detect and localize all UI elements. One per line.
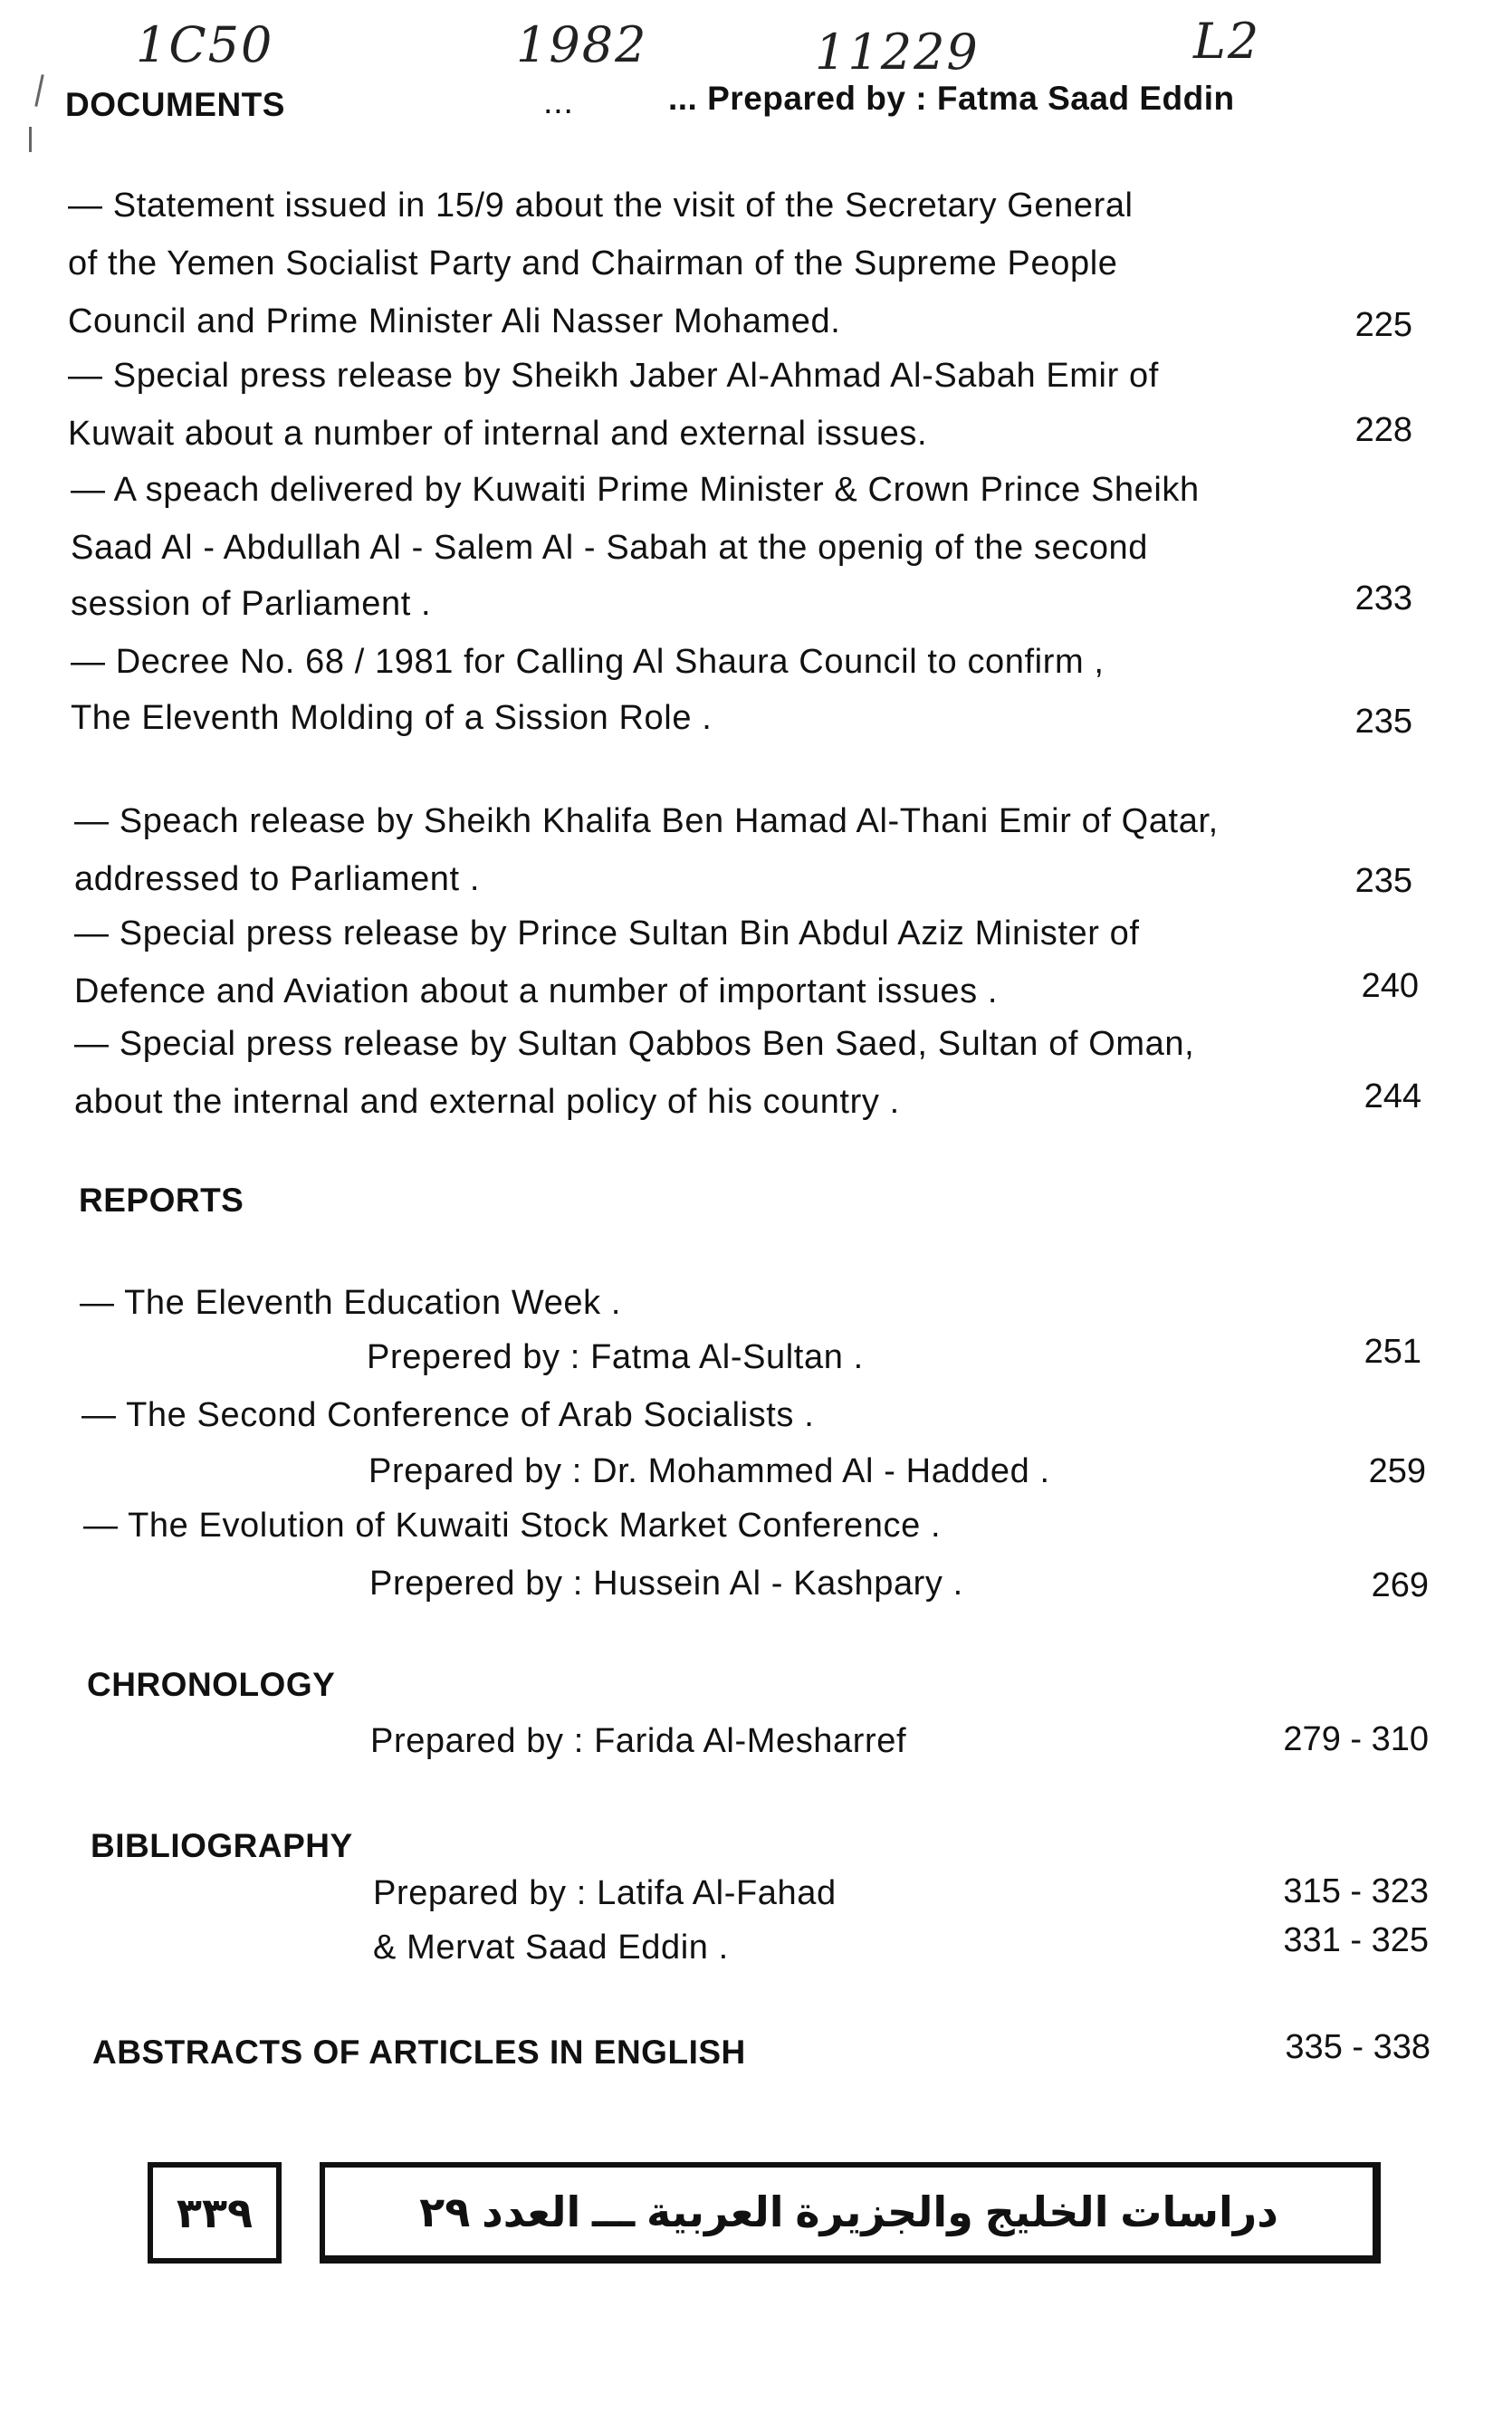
page-number: 225 (1354, 306, 1412, 344)
entry-line: about the internal and external policy of his country . (74, 1083, 900, 1121)
page-number: 251 (1364, 1333, 1421, 1371)
entry-line: Saad Al - Abdullah Al - Salem Al - Sabah at the openig of the second (71, 529, 1149, 567)
entry-line: — Statement issued in 15/9 about the visit of the Secretary General (68, 187, 1134, 225)
page-number-box (148, 2162, 282, 2264)
page-number: 244 (1364, 1077, 1421, 1115)
entry-line: — Decree No. 68 / 1981 for Calling Al Shaura Council to confirm , (71, 643, 1105, 681)
handwritten-note: 11229 (815, 24, 980, 81)
report-title: — The Second Conference of Arab Socialists . (81, 1396, 815, 1434)
report-title: — The Eleventh Education Week . (80, 1284, 622, 1322)
margin-mark (34, 74, 43, 107)
handwritten-note: 1982 (516, 16, 648, 73)
entry-line: — Special press release by Prince Sultan Bin Abdul Aziz Minister of (74, 914, 1140, 952)
section-title-bibliography: BIBLIOGRAPHY (91, 1827, 353, 1864)
entry-line: The Eleventh Molding of a Sission Role . (71, 699, 713, 737)
page-range: 331 - 325 (1283, 1921, 1429, 1959)
entry-line: session of Parliament . (71, 585, 432, 623)
section-title-abstracts: ABSTRACTS OF ARTICLES IN ENGLISH (92, 2034, 746, 2071)
section-title-reports: REPORTS (79, 1182, 244, 1219)
journal-title-box (320, 2162, 1381, 2264)
chronology-prepared-by: Prepared by : Farida Al-Mesharref (370, 1722, 907, 1760)
journal-title: دراسات الخليج والجزيرة العربية ـــ العدد ٢٩ (419, 2187, 1278, 2235)
bibliography-prepared-by: Prepared by : Latifa Al-Fahad (373, 1874, 837, 1912)
page-range: 279 - 310 (1283, 1720, 1429, 1758)
entry-line: — Special press release by Sultan Qabbos Ben Saed, Sultan of Oman, (74, 1025, 1195, 1063)
handwritten-note: 1C50 (136, 16, 274, 73)
documents-prepared-by: ... Prepared by : Fatma Saad Eddin (668, 80, 1235, 117)
bibliography-coauthor: & Mervat Saad Eddin . (373, 1929, 729, 1967)
footer-page-number: ٣٣٩ (176, 2189, 254, 2236)
page-number: 259 (1368, 1452, 1426, 1490)
page-range: 315 - 323 (1283, 1872, 1429, 1910)
entry-line: Defence and Aviation about a number of important issues . (74, 972, 998, 1010)
entry-line: — A speach delivered by Kuwaiti Prime Minister & Crown Prince Sheikh (71, 471, 1200, 509)
page-range: 335 - 338 (1285, 2028, 1431, 2066)
entry-line: — Special press release by Sheikh Jaber Al-Ahmad Al-Sabah Emir of (68, 357, 1159, 395)
entry-line: — Speach release by Sheikh Khalifa Ben Hamad Al-Thani Emir of Qatar, (74, 802, 1219, 840)
margin-mark (29, 127, 32, 152)
page-number: 233 (1354, 579, 1412, 617)
page-number: 228 (1354, 411, 1412, 449)
page-number: 240 (1361, 967, 1419, 1005)
entry-line: Kuwait about a number of internal and external issues. (68, 415, 928, 453)
section-title-documents: DOCUMENTS (65, 86, 285, 123)
page-number: 269 (1371, 1566, 1429, 1604)
report-title: — The Evolution of Kuwaiti Stock Market Conference . (83, 1507, 942, 1545)
entry-line: Council and Prime Minister Ali Nasser Mohamed. (68, 302, 841, 340)
page-number: 235 (1354, 703, 1412, 741)
entry-line: of the Yemen Socialist Party and Chairman of the Supreme People (68, 244, 1118, 282)
report-prepared-by: Prepered by : Hussein Al - Kashpary . (369, 1565, 963, 1603)
page-number: 235 (1354, 862, 1412, 900)
handwritten-note: L2 (1193, 13, 1261, 70)
report-prepared-by: Prepared by : Dr. Mohammed Al - Hadded . (368, 1452, 1050, 1490)
entry-line: addressed to Parliament . (74, 860, 481, 898)
section-title-chronology: CHRONOLOGY (87, 1666, 336, 1703)
report-prepared-by: Prepered by : Fatma Al-Sultan . (367, 1338, 864, 1376)
header-dots: ... (543, 83, 574, 121)
